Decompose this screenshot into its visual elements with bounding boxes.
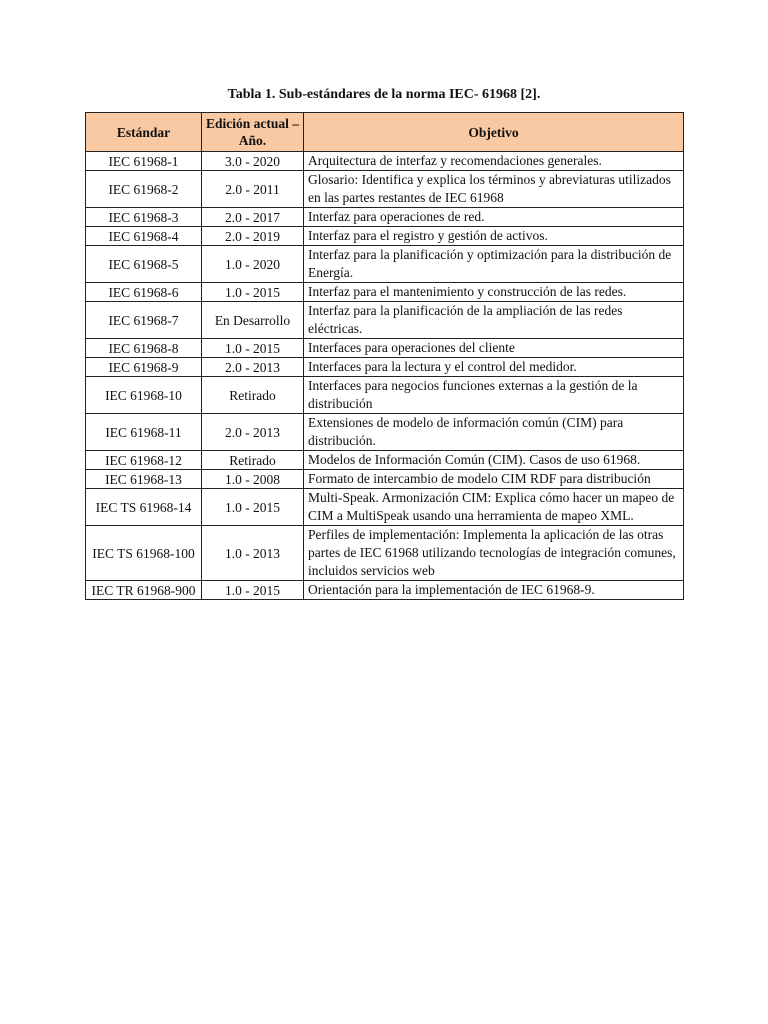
cell-objective: Interfaces para negocios funciones externas a la gestión de la distribución <box>304 377 684 414</box>
cell-edition: 1.0 - 2008 <box>202 470 304 489</box>
cell-standard: IEC 61968-3 <box>86 208 202 227</box>
cell-objective: Interfaces para operaciones del cliente <box>304 339 684 358</box>
table-row <box>86 246 684 283</box>
cell-edition: Retirado <box>202 451 304 470</box>
table-row <box>86 451 684 470</box>
table-row <box>86 581 684 600</box>
cell-objective: Formato de intercambio de modelo CIM RDF para distribución <box>304 470 684 489</box>
cell-edition: 2.0 - 2017 <box>202 208 304 227</box>
cell-edition: 1.0 - 2015 <box>202 283 304 302</box>
cell-objective: Extensiones de modelo de información común (CIM) para distribución. <box>304 414 684 451</box>
table-row <box>86 377 684 414</box>
cell-edition: En Desarrollo <box>202 302 304 339</box>
cell-standard: IEC 61968-9 <box>86 358 202 377</box>
table-row <box>86 358 684 377</box>
cell-edition: 1.0 - 2015 <box>202 581 304 600</box>
cell-objective: Interfaz para la planificación y optimización para la distribución de Energía. <box>304 246 684 283</box>
cell-objective: Interfaz para la planificación de la ampliación de las redes eléctricas. <box>304 302 684 339</box>
cell-standard: IEC 61968-4 <box>86 227 202 246</box>
table-row <box>86 171 684 208</box>
table-row <box>86 526 684 581</box>
cell-standard: IEC 61968-12 <box>86 451 202 470</box>
cell-standard: IEC 61968-5 <box>86 246 202 283</box>
table-row <box>86 208 684 227</box>
cell-standard: IEC 61968-8 <box>86 339 202 358</box>
standards-table <box>85 112 684 600</box>
table-row <box>86 414 684 451</box>
cell-edition: 2.0 - 2013 <box>202 358 304 377</box>
cell-edition: 2.0 - 2019 <box>202 227 304 246</box>
cell-objective: Interfaz para el mantenimiento y construcción de las redes. <box>304 283 684 302</box>
cell-objective: Glosario: Identifica y explica los términos y abreviaturas utilizados en las partes restantes de IEC 61968 <box>304 171 684 208</box>
cell-objective: Modelos de Información Común (CIM). Casos de uso 61968. <box>304 451 684 470</box>
cell-edition: Retirado <box>202 377 304 414</box>
table-row <box>86 152 684 171</box>
cell-standard: IEC 61968-13 <box>86 470 202 489</box>
cell-objective: Perfiles de implementación: Implementa la aplicación de las otras partes de IEC 61968 utilizando tecnologías de integración comunes, incluidos servicios web <box>304 526 684 581</box>
cell-objective: Orientación para la implementación de IEC 61968-9. <box>304 581 684 600</box>
cell-objective: Arquitectura de interfaz y recomendaciones generales. <box>304 152 684 171</box>
cell-edition: 2.0 - 2013 <box>202 414 304 451</box>
cell-objective: Interfaz para el registro y gestión de activos. <box>304 227 684 246</box>
table-header-row <box>86 113 684 152</box>
cell-standard: IEC 61968-2 <box>86 171 202 208</box>
header-edition: Edición actual – Año. <box>202 113 304 152</box>
header-objective: Objetivo <box>304 113 684 152</box>
cell-edition: 2.0 - 2011 <box>202 171 304 208</box>
cell-edition: 1.0 - 2013 <box>202 526 304 581</box>
table-row <box>86 470 684 489</box>
table-row <box>86 227 684 246</box>
cell-edition: 1.0 - 2020 <box>202 246 304 283</box>
cell-objective: Multi-Speak. Armonización CIM: Explica cómo hacer un mapeo de CIM a MultiSpeak usando una herramienta de mapeo XML. <box>304 489 684 526</box>
cell-standard: IEC TR 61968-900 <box>86 581 202 600</box>
cell-objective: Interfaces para la lectura y el control del medidor. <box>304 358 684 377</box>
cell-objective: Interfaz para operaciones de red. <box>304 208 684 227</box>
table-row <box>86 339 684 358</box>
cell-standard: IEC 61968-1 <box>86 152 202 171</box>
cell-standard: IEC TS 61968-14 <box>86 489 202 526</box>
cell-edition: 1.0 - 2015 <box>202 489 304 526</box>
cell-standard: IEC 61968-6 <box>86 283 202 302</box>
cell-edition: 3.0 - 2020 <box>202 152 304 171</box>
table-caption: Tabla 1. Sub-estándares de la norma IEC- 61968 [2]. <box>227 87 541 102</box>
cell-standard: IEC 61968-11 <box>86 414 202 451</box>
table-row <box>86 489 684 526</box>
header-standard: Estándar <box>86 113 202 152</box>
cell-edition: 1.0 - 2015 <box>202 339 304 358</box>
cell-standard: IEC 61968-10 <box>86 377 202 414</box>
cell-standard: IEC TS 61968-100 <box>86 526 202 581</box>
table-row <box>86 302 684 339</box>
cell-standard: IEC 61968-7 <box>86 302 202 339</box>
table-row <box>86 283 684 302</box>
